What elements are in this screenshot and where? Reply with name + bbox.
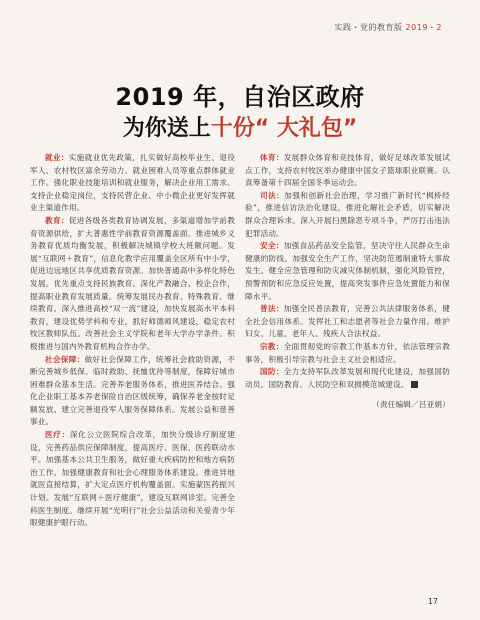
section-keyword: 社会保障： (45, 354, 85, 364)
headline-line-2 (0, 114, 480, 144)
section-keyword: 普法： (260, 304, 284, 314)
left-column (30, 152, 235, 572)
section-keyword: 教育： (45, 215, 69, 225)
section-keyword: 国防： (260, 367, 284, 377)
headline (0, 82, 480, 144)
issue-number: 2019・2 (405, 23, 442, 32)
section-safety (245, 240, 450, 303)
section-text: 全力支持军队改革发展和现代化建设，加强国防动员、国防教育、人民防空和双拥模范城建设。 (245, 367, 450, 389)
section-education (30, 215, 235, 354)
section-keyword: 医疗： (45, 430, 70, 440)
section-keyword: 宗教： (260, 341, 284, 351)
section-text: 全面贯彻党的宗教工作基本方针，依法管理宗教事务，积极引导宗教与社会主义社会相适应。 (245, 341, 450, 364)
running-head (335, 22, 443, 33)
right-column (245, 152, 450, 572)
section-keyword: 安全： (260, 241, 284, 251)
section-text: 深化公立医院综合改革，加快分级诊疗制度建设，完善药品供应保障制度，提高医疗、医保、医药联动水平。加强基本公共卫生服务，做好重大疾病防控和地方病防治工作。加强健康教育和社会心理服务体系建设。推进异地就医直接结算，扩大定点医疗机构覆盖面。实施蒙医药振兴计划。发展“互联网＋医疗健康”，建设互联网诊室。完善全科医生制度。继续开展“光明行”社会公益活动和关爱青少年眼健康护眼行动。 (30, 430, 236, 528)
section-religion (245, 341, 450, 366)
section-text: 加强食品药品安全监管，坚决守住人民群众生命健康的防线。加强安全生产工作，坚决防范遏制重特大事故发生。健全应急管理和防灾减灾体制机制，强化风险管控，预警预防和应急反应处置，提高突发事件应急处置能力和保障水平。 (245, 241, 450, 301)
article-body (30, 152, 450, 572)
section-keyword: 体育： (260, 153, 284, 162)
end-mark-icon (411, 381, 418, 388)
section-text: 做好社会保障工作，统筹社会救助资源，不断完善城乡低保、临时救助、抚恤优待等制度，保障好城市困难群众基本生活。完善养老服务体系，推进医养结合。强化企业职工基本养老保险自治区级统筹，确保养老金按时足额发放。建立完善退役军人服务保障体系。发展公益和慈善事业。 (30, 354, 235, 427)
editor-credit: （责任编辑／吕亚娟） (372, 400, 450, 410)
section-sports (245, 152, 450, 190)
section-text: 发展群众体育和竞技体育，做好足球改革发展试点工作，支持农村牧区举办健康中国女子篮球职业联赛。认真筹备第十四届全国冬季运动会。 (245, 153, 450, 188)
section-legal-education (245, 303, 450, 341)
running-head-title: 实践・党的教育版 (334, 23, 406, 32)
section-judicial (245, 190, 450, 240)
section-text: 实施就业优先政策，扎实做好高校毕业生、退役军人、农村牧区富余劳动力、就业困难人员等重点群体就业工作。强化职业技能培训和就业服务，解决企业用工需求。支持企业稳定岗位，支持民营企业、中小微企业更好发挥就业主渠道作用。 (30, 153, 235, 213)
section-social-security (30, 354, 235, 430)
headline-prefix: 为你送上 (122, 116, 211, 141)
headline-highlight: 十份“ 大礼包” (210, 116, 358, 141)
section-national-defense (245, 366, 450, 391)
section-text: 加强全民普法教育，完善公共法律服务体系，健全社会信用体系。发挥社工和志愿者等社会力量作用。维护妇女、儿童、老年人、残疾人合法权益。 (245, 304, 450, 339)
section-text: 促进各级各类教育协调发展，多渠道增加学前教育资源供给，扩大普惠性学前教育资源覆盖面。推进城乡义务教育优质均衡发展，积极解决城镇学校大班额问题。发展“互联网＋教育”，信息化教学应用覆盖全区所有中小学，促进边远地区共享优质教育资源。加快普通高中多样化特色发展。优先重点支持民族教育。深化产教融合、校企合作，提高职业教育发展质量。统筹发展民办教育、特殊教育、继续教育。深入推进高校“双一流”建设，加快发展高水平本科教育，建设优势学科和专业。抓好师德师风建设，稳定农村牧区教师队伍。改善社会主义学院和老年大学办学条件。积极推进与国内外教育机构合作办学。 (30, 215, 235, 351)
section-medical (30, 429, 235, 530)
section-employment (30, 152, 235, 215)
section-keyword: 司法： (260, 190, 285, 200)
headline-line-1: 2019 年，自治区政府 (115, 83, 365, 111)
page-number: 17 (427, 597, 438, 606)
section-keyword: 就业： (45, 153, 69, 162)
section-text: 加强和创新社会治理，学习推广新时代“枫桥经验”，推进信访法治化建设，推进化解社会矛盾，切实解决群众合理诉求。深入开展扫黑除恶专项斗争，严厉打击违法犯罪活动。 (245, 190, 450, 238)
